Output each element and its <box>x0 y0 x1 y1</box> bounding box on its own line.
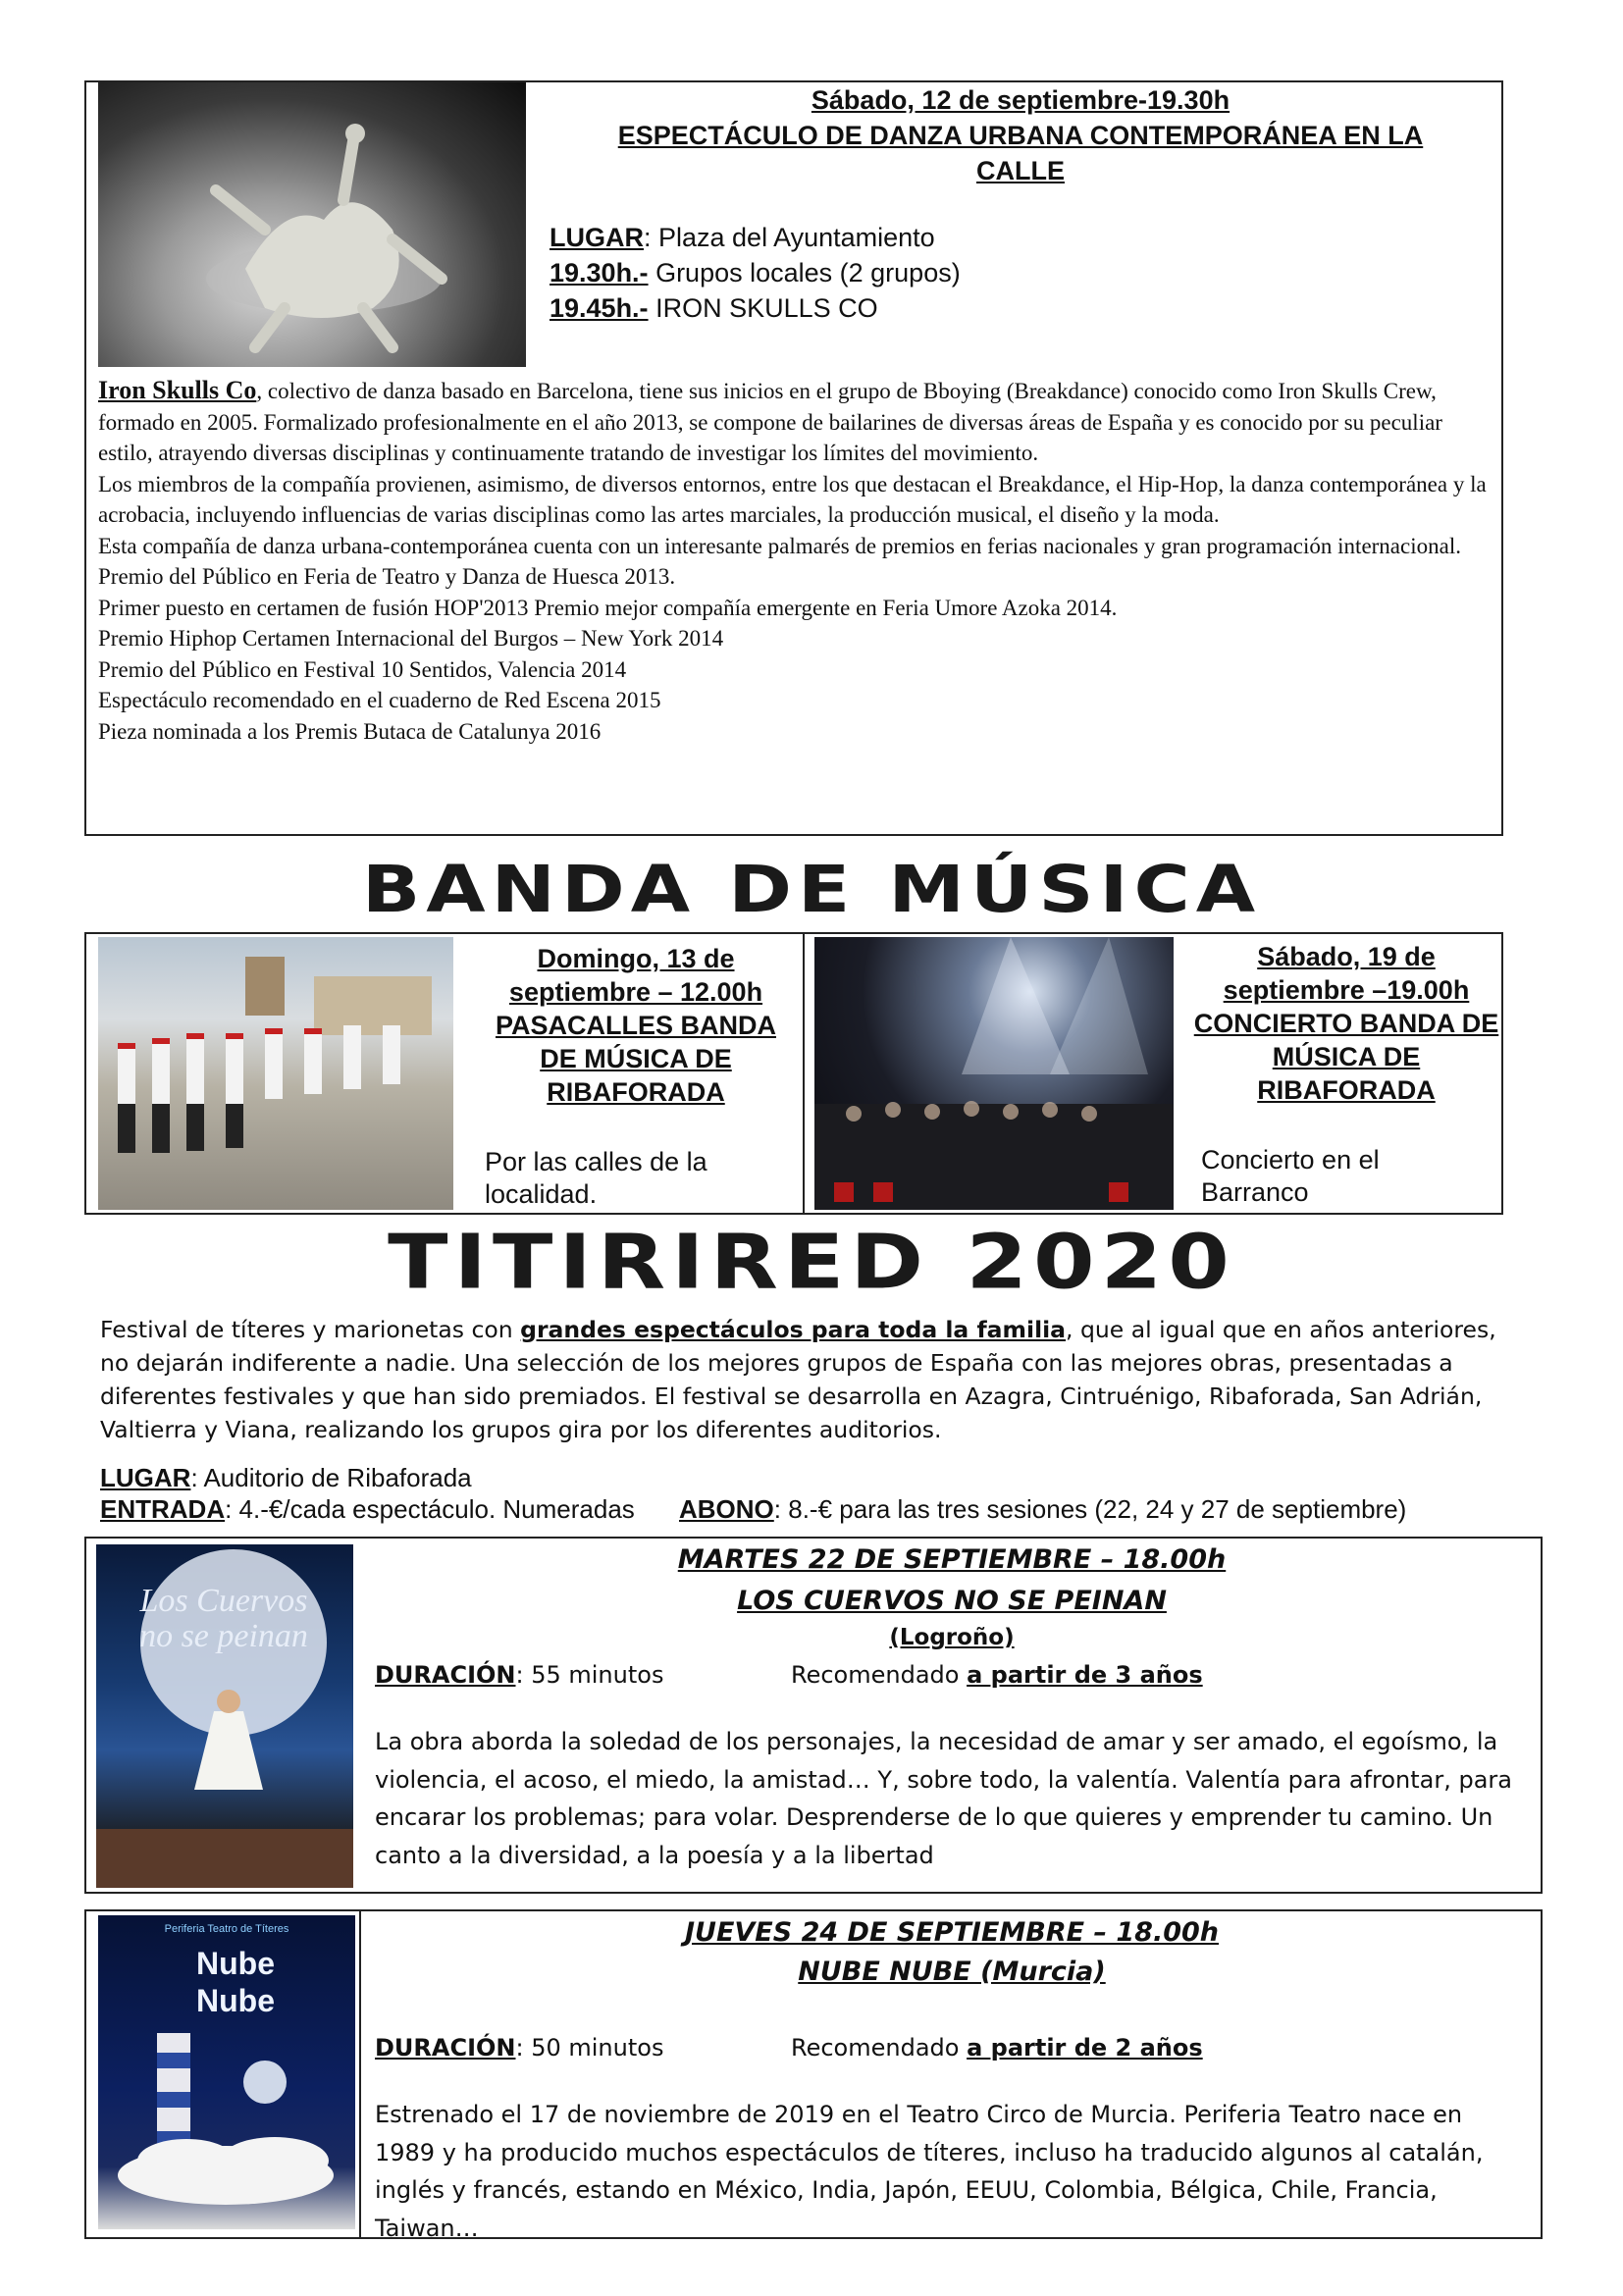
lugar-label: LUGAR <box>100 1463 191 1492</box>
show1-origin: (Logroño) <box>889 1625 1015 1650</box>
time1-value: Grupos locales (2 grupos) <box>648 258 961 287</box>
duracion-value: : 50 minutos <box>515 2034 664 2061</box>
concierto-photo <box>814 937 1174 1210</box>
time2-value: IRON SKULLS CO <box>648 293 878 323</box>
entrada-value: : 4.-€/cada espectáculo. Numeradas <box>225 1494 635 1524</box>
danza-title: ESPECTÁCULO DE DANZA URBANA CONTEMPORÁNEA EN LA CALLE <box>617 121 1424 185</box>
banda-divider <box>803 932 805 1215</box>
show2-poster <box>98 1915 355 2229</box>
show1-duracion <box>375 1660 663 1690</box>
rec-age: a partir de 3 años <box>967 1661 1203 1689</box>
show1-title: LOS CUERVOS NO SE PEINAN <box>737 1586 1167 1616</box>
paragraph: Premio del Público en Feria de Teatro y Danza de Huesca 2013. <box>98 564 676 589</box>
time2-label: 19.45h.- <box>550 293 649 323</box>
show1-poster-title: Los Cuervos no se peinan <box>139 1583 308 1654</box>
show1-date: MARTES 22 DE SEPTIEMBRE – 18.00h <box>677 1544 1227 1575</box>
danza-time2 <box>550 290 878 326</box>
danza-date: Sábado, 12 de septiembre-19.30h <box>811 85 1230 115</box>
rec-age: a partir de 2 años <box>967 2034 1203 2061</box>
pasacalles-photo <box>98 937 453 1210</box>
event2-date: Sábado, 19 de septiembre –19.00h <box>1223 942 1470 1005</box>
paragraph: Pieza nominada a los Premis Butaca de Catalunya 2016 <box>98 718 602 744</box>
titirired-intro <box>100 1313 1513 1446</box>
paragraph: Premio Hiphop Certamen Internacional del Burgos – New York 2014 <box>98 626 724 651</box>
danza-photo <box>98 82 526 367</box>
banda-heading: BANDA DE MÚSICA <box>361 852 1262 928</box>
intro-text: Festival de títeres y marionetas con <box>100 1316 521 1343</box>
lugar-value: : Auditorio de Ribaforada <box>190 1463 472 1492</box>
paragraph <box>98 375 1492 469</box>
titirired-heading: TITIRIRED 2020 <box>388 1218 1235 1307</box>
titirired-abono <box>679 1493 1406 1525</box>
time1-label: 19.30h.- <box>550 258 649 287</box>
danza-body <box>98 375 1492 747</box>
entrada-label: ENTRADA <box>100 1494 226 1524</box>
paragraph: Esta compañía de danza urbana-contemporánea cuenta con un interesante palmarés de premios en ferias nacionales y gran programación internacional. <box>98 533 1461 558</box>
rec-text: Recomendado <box>791 2034 968 2061</box>
event1-title: PASACALLES BANDA DE MÚSICA DE RIBAFORADA <box>495 1011 776 1107</box>
duracion-label: DURACIÓN <box>375 1661 516 1689</box>
show1-recomendado <box>791 1660 1203 1690</box>
show2-date: JUEVES 24 DE SEPTIEMBRE – 18.00h <box>684 1917 1220 1948</box>
intro-text: , que al igual que en años anteriores, no dejarán indiferente a nadie. Una selección de los mejores grupos de España con las mejores obras, presentadas a diferentes festivales y que han sido premiados. El festival se desarrolla en Azagra, Cintruénigo, Ribaforada, San Adrián, Valtierra y Viana, realizando los grupos gira por los diferentes auditorios. <box>100 1316 1496 1443</box>
paragraph: Primer puesto en certamen de fusión HOP'2013 Premio mejor compañía emergente en Feria Umore Azoka 2014. <box>98 595 1118 620</box>
titirired-lugar <box>100 1462 472 1493</box>
abono-label: ABONO <box>679 1494 774 1524</box>
company-name: Iron Skulls Co <box>98 376 257 404</box>
event2-desc: Concierto en el Barranco <box>1201 1145 1380 1207</box>
event1-date: Domingo, 13 de septiembre – 12.00h <box>508 944 763 1007</box>
event1-desc: Por las calles de la localidad. <box>485 1147 707 1209</box>
danza-lugar <box>550 220 935 255</box>
duracion-value: : 55 minutos <box>515 1661 664 1689</box>
titirired-entrada <box>100 1493 635 1525</box>
paragraph: Premio del Público en Festival 10 Sentidos, Valencia 2014 <box>98 656 627 682</box>
duracion-label: DURACIÓN <box>375 2034 516 2061</box>
show2-duracion <box>375 2033 663 2062</box>
event2-title: CONCIERTO BANDA DE MÚSICA DE RIBAFORADA <box>1193 1009 1499 1105</box>
show2-title: NUBE NUBE (Murcia) <box>798 1957 1106 1987</box>
rec-text: Recomendado <box>791 1661 968 1689</box>
abono-value: : 8.-€ para las tres sesiones (22, 24 y 27 de septiembre) <box>773 1494 1407 1524</box>
danza-time1 <box>550 255 961 290</box>
show1-poster <box>96 1544 353 1888</box>
paragraph-text: , colectivo de danza basado en Barcelona, tiene sus inicios en el grupo de Bboying (Breakdance) conocido como Iron Skulls Crew, formado en 2005. Formalizado profesionalmente en el año 2013, se compone de bailarines de diversas áreas de España y es conocido por su peculiar estilo, atrayendo diversas disciplinas y continuamente tratando de investigar los límites del movimiento. <box>98 379 1442 465</box>
lugar-label: LUGAR <box>550 223 644 252</box>
paragraph: Espectáculo recomendado en el cuaderno de Red Escena 2015 <box>98 688 661 712</box>
show2-poster-title: Nube Nube <box>196 1946 275 2018</box>
intro-highlight: grandes espectáculos para toda la familia <box>520 1316 1067 1343</box>
show2-recomendado <box>791 2033 1203 2062</box>
show2-divider <box>359 1909 361 2239</box>
lugar-value: : Plaza del Ayuntamiento <box>644 223 935 252</box>
show2-poster-top: Periferia Teatro de Títeres <box>164 1923 289 1935</box>
show1-desc: La obra aborda la soledad de los personajes, la necesidad de amar y ser amado, el egoísmo, la violencia, el acoso, el miedo, la amistad… Y, sobre todo, la valentía. Valentía para afrontar, para encarar los problemas; para volar. Desprenderse de lo que quieres y emprender tu camino. Un canto a la diversidad, a la poesía y a la libertad <box>375 1728 1512 1869</box>
paragraph: Los miembros de la compañía provienen, asimismo, de diversos entornos, entre los que destacan el Breakdance, el Hip-Hop, la danza contemporánea y la acrobacia, incluyendo influencias de varias disciplinas como las artes marciales, la producción musical, el diseño y la moda. <box>98 471 1487 527</box>
show2-desc: Estrenado el 17 de noviembre de 2019 en el Teatro Circo de Murcia. Periferia Teatro nace en 1989 y ha producido muchos espectáculos de títeres, incluso ha traducido algunos al catalán, inglés y francés, estando en México, India, Japón, EEUU, Colombia, Bélgica, Chile, Francia, Taiwan… <box>375 2101 1484 2242</box>
